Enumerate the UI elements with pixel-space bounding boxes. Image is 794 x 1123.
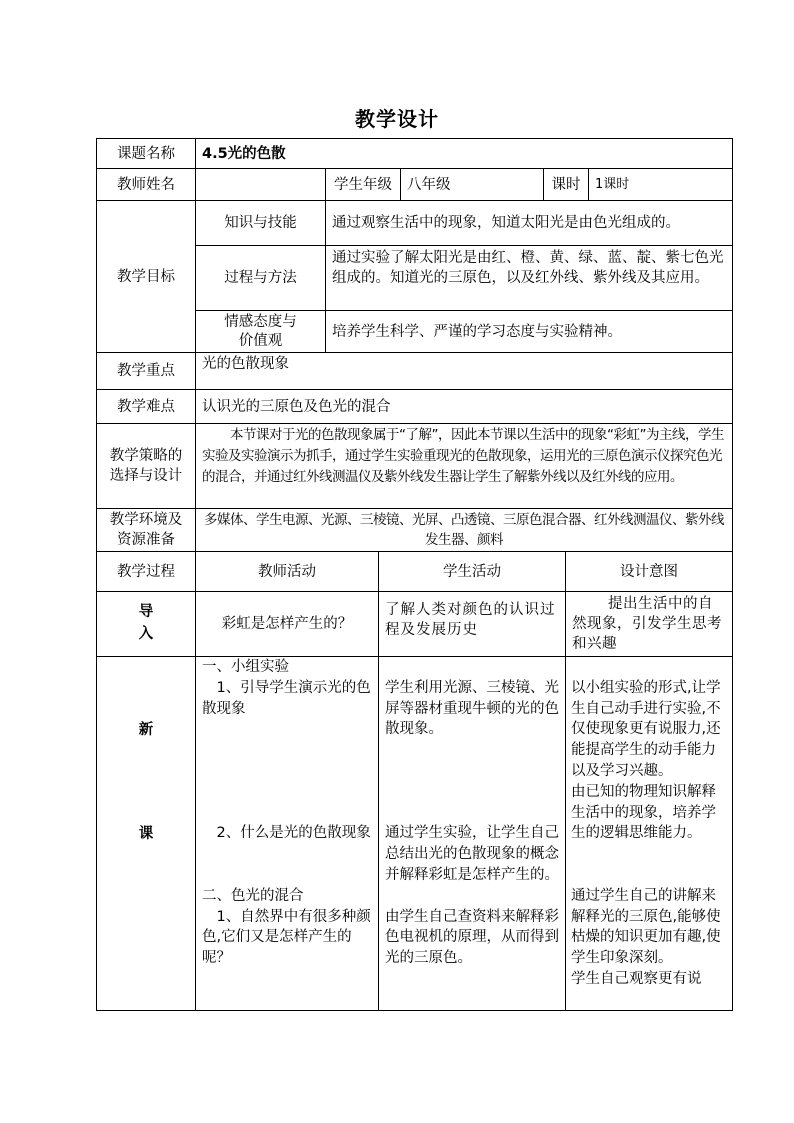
objective-knowledge-label: 知识与技能 — [195, 200, 326, 246]
design-intent-header: 设计意图 — [565, 551, 733, 592]
new-lesson-student-activity: 学生利用光源、三棱镜、光屏等器材重现牛顿的光的色散现象。 通过学生实验，让学生自己总结出光的色散现象的概念并解释彩虹是怎样产生的。 由学生自己查资料来解释彩色电视机的原理，从而得到光的三原色。 — [378, 656, 566, 1011]
topic-label: 课题名称 — [96, 138, 196, 169]
intro-student-activity: 了解人类对颜色的认识过程及发展历史 — [378, 591, 566, 657]
teacher-activity-header: 教师活动 — [195, 551, 379, 592]
new-lesson-stage-char-1: 新 — [138, 722, 154, 738]
resources-text: 多媒体、学生电源、光源、三棱镜、光屏、凸透镜、三原色混合器、红外线测温仪、紫外线发生器、颜料 — [195, 508, 733, 552]
new-lesson-teacher-activity: 一、小组实验 1、引导学生演示光的色散现象 2、什么是光的色散现象 二、色光的混合 1、自然界中有很多种颜色,它们又是怎样产生的呢？ — [195, 656, 379, 1011]
topic-value: 4.5光的色散 — [195, 138, 733, 169]
key-point-text: 光的色散现象 — [195, 352, 733, 390]
grade-value: 八年级 — [400, 168, 544, 201]
resources-label: 教学环境及资源准备 — [96, 508, 196, 552]
strategy-text: 本节课对于光的色散现象属于“了解”，因此本节课以生活中的现象“彩虹”为主线，学生实验及实验演示为抓手，通过学生实验重现光的色散现象，运用光的三原色演示仪探究色光的混合，并通过红外线测温仪及紫外线发生器让学生了解紫外线以及红外线的应用。 — [195, 423, 733, 509]
hours-label: 课时 — [543, 168, 589, 201]
intro-stage-char-1: 导 — [138, 604, 154, 620]
objective-attitude-text: 培养学生科学、严谨的学习态度与实验精神。 — [325, 310, 733, 353]
intro-design-intent: 提出生活中的自然现象，引发学生思考和兴趣 — [565, 591, 733, 657]
strategy-label: 教学策略的选择与设计 — [96, 423, 196, 509]
key-point-label: 教学重点 — [96, 352, 196, 390]
objective-process-text: 通过实验了解太阳光是由红、橙、黄、绿、蓝、靛、紫七色光组成的。知道光的三原色，以及红外线、紫外线及其应用。 — [325, 245, 733, 311]
objective-knowledge-text: 通过观察生活中的现象，知道太阳光是由色光组成的。 — [325, 200, 733, 246]
student-activity-header: 学生活动 — [378, 551, 566, 592]
process-label: 教学过程 — [96, 551, 196, 592]
objective-process-label: 过程与方法 — [195, 245, 326, 311]
teacher-name — [195, 168, 326, 201]
objective-attitude-label: 情感态度与价值观 — [195, 310, 326, 353]
page-title: 教学设计 — [355, 107, 439, 131]
new-lesson-stage — [96, 656, 196, 1011]
difficulty-text: 认识光的三原色及色光的混合 — [195, 389, 733, 424]
intro-teacher-activity: 彩虹是怎样产生的？ — [195, 591, 379, 657]
intro-stage-char-2: 入 — [138, 626, 154, 642]
teacher-label: 教师姓名 — [96, 168, 196, 201]
grade-label: 学生年级 — [325, 168, 401, 201]
new-lesson-stage-char-2: 课 — [138, 826, 154, 842]
intro-stage — [96, 591, 196, 657]
objectives-label: 教学目标 — [96, 200, 196, 353]
difficulty-label: 教学难点 — [96, 389, 196, 424]
hours-value: 1课时 — [588, 168, 733, 201]
new-lesson-design-intent: 以小组实验的形式,让学生自己动手进行实验,不仅使现象更有说服力,还能提高学生的动手能力以及学习兴趣。 由已知的物理知识解释生活中的现象，培养学生的逻辑思维能力。 通过学生自己的讲解来解释光的三原色,能够使枯燥的知识更加有趣,使学生印象深刻。 学生自己观察更有说 — [565, 656, 733, 1011]
